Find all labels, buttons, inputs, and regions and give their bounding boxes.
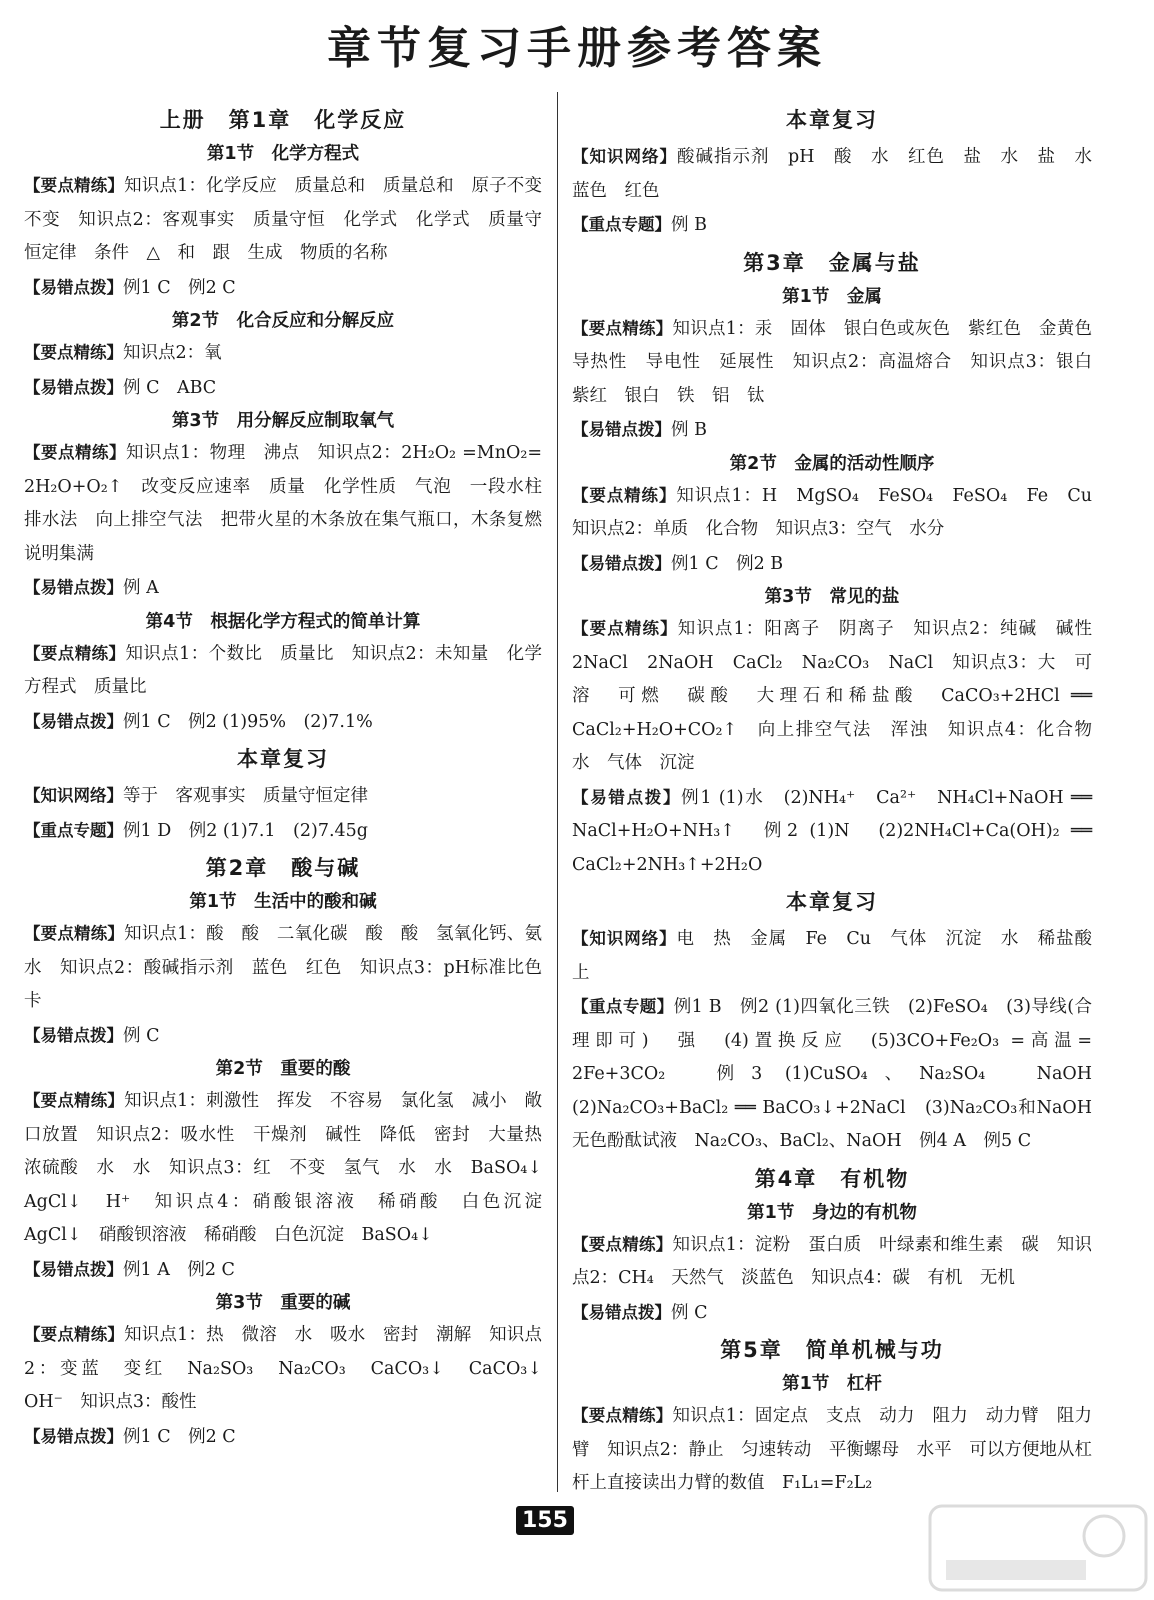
chapter-heading: 第3章 金属与盐 (743, 250, 921, 275)
answer-tag: 【要点精练】 (572, 485, 677, 505)
answer-text: 例1 C 例2 (1)95% (2)7.1% (123, 711, 373, 732)
answer-paragraph (24, 336, 542, 371)
answer-text: 例1 C 例2 C (123, 1426, 236, 1447)
answer-tag: 【易错点拨】 (572, 553, 671, 573)
page-number: 155 (516, 1506, 574, 1535)
answer-text: 例 C (123, 1025, 160, 1046)
answer-tag: 【要点精练】 (572, 1234, 673, 1254)
answer-tag: 【知识网络】 (572, 147, 678, 166)
left-column (24, 100, 560, 1454)
answer-text: 知识点1：化学反应 质量总和 质量总和 原子不变 不变 知识点2：客观事实 质量守恒 化学式 化学式 质量守恒定律 条件 △ 和 跟 生成 物质的名称 (24, 176, 560, 263)
section-heading: 第2节 重要的酸 (215, 1059, 351, 1079)
answer-paragraph (24, 271, 542, 306)
answer-tag: 【易错点拨】 (24, 711, 123, 731)
answer-paragraph (572, 612, 1110, 781)
answer-paragraph (572, 413, 1092, 448)
answer-paragraph (24, 637, 542, 705)
answer-tag: 【重点专题】 (572, 215, 671, 234)
answer-text: 例1 A 例2 C (123, 1259, 235, 1280)
answer-tag: 【易错点拨】 (24, 377, 123, 397)
answer-paragraph (572, 140, 1110, 208)
answer-paragraph (572, 1399, 1092, 1501)
answer-tag: 【要点精练】 (572, 1406, 673, 1425)
answer-text: 知识点1：酸 酸 二氧化碳 酸 酸 氢氧化钙、氨水 知识点2：酸碱指示剂 蓝色 红色 知识点3：pH标准比色卡 (24, 924, 542, 1011)
chapter-heading: 第5章 简单机械与功 (720, 1338, 944, 1362)
chapter-heading: 本章复习 (237, 747, 329, 771)
answer-text: 知识点1：热 微溶 水 吸水 密封 潮解 知识点2：变蓝 变红 Na₂SO₃ Na₂CO₃ CaCO₃↓ CaCO₃↓ OH⁻ 知识点3：酸性 (24, 1325, 560, 1412)
answer-text: 例1 D 例2 (1)7.1 (2)7.45g (123, 820, 368, 841)
answer-text: 例 A (123, 578, 159, 598)
answer-tag: 【易错点拨】 (24, 578, 123, 597)
answer-text: 知识点1：汞 固体 银白色或灰色 紫红色 金黄色 导热性 导电性 延展性 知识点2：高温熔合 知识点3：银白 紫红 银白 铁 铝 钛 (572, 318, 1110, 406)
answer-paragraph (24, 779, 542, 814)
answer-tag: 【重点专题】 (24, 820, 123, 840)
answer-paragraph (24, 705, 542, 740)
answer-tag: 【易错点拨】 (24, 1259, 123, 1279)
answer-paragraph (572, 1296, 1092, 1331)
answer-tag: 【要点精练】 (24, 176, 125, 195)
answer-paragraph (572, 990, 1110, 1159)
section-heading: 第4节 根据化学方程式的简单计算 (145, 611, 421, 632)
answer-text: 知识点1：H MgSO₄ FeSO₄ FeSO₄ Fe Cu 知识点2：单质 化合物 知识点3：空气 水分 (572, 485, 1110, 539)
section-heading: 第1节 杠杆 (782, 1374, 882, 1394)
answer-paragraph (572, 781, 1092, 883)
answer-tag: 【重点专题】 (572, 997, 674, 1016)
answer-paragraph (24, 436, 560, 571)
answer-tag: 【知识网络】 (572, 929, 677, 948)
answer-tag: 【易错点拨】 (572, 787, 682, 807)
answer-paragraph (24, 371, 542, 406)
section-heading: 第1节 身边的有机物 (747, 1202, 917, 1223)
answer-text: 知识点1：固定点 支点 动力 阻力 动力臂 阻力臂 知识点2：静止 匀速转动 平衡螺母 水平 可以方便地从杠杆上直接读出力臂的数值 F₁L₁=F₂L₂ (572, 1406, 1093, 1493)
answer-paragraph (24, 1084, 560, 1253)
answer-tag: 【要点精练】 (572, 619, 678, 638)
answer-paragraph (572, 547, 1092, 582)
answer-paragraph (24, 1253, 542, 1288)
answer-tag: 【知识网络】 (24, 786, 123, 805)
answer-paragraph (24, 571, 542, 606)
answer-tag: 【要点精练】 (572, 318, 673, 338)
answer-text: 例 C ABC (123, 377, 217, 398)
answer-text: 例 B (671, 420, 707, 440)
answer-paragraph (572, 312, 1110, 414)
answer-text: 电 热 金属 Fe Cu 气体 沉淀 水 稀盐酸 上 (572, 929, 1110, 983)
answer-paragraph (24, 169, 560, 271)
section-heading: 第3节 用分解反应制取氧气 (171, 411, 395, 431)
answer-tag: 【易错点拨】 (24, 277, 123, 297)
answer-paragraph (572, 208, 1092, 243)
answer-paragraph (572, 1228, 1092, 1296)
answer-tag: 【要点精练】 (24, 1325, 125, 1344)
answer-paragraph (24, 1318, 560, 1420)
answer-text: 知识点1：个数比 质量比 知识点2：未知量 化学方程式 质量比 (24, 643, 542, 697)
answer-text: 知识点1：淀粉 蛋白质 叶绿素和维生素 碳 知识点2：CH₄ 天然气 淡蓝色 知识点4：碳 有机 无机 (572, 1234, 1093, 1288)
answer-paragraph (24, 917, 542, 1019)
answer-paragraph (24, 1420, 542, 1455)
answer-paragraph (24, 814, 542, 849)
answer-text: 例1 (1)水 (2)NH₄⁺ Ca²⁺ NH₄Cl+NaOH ══ NaCl+H₂O+NH₃↑ 例2 (1)N (2)2NH₄Cl+Ca(OH)₂ ══ CaCl₂+2NH₃↑+2H₂O (572, 787, 1093, 875)
section-heading: 第2节 化合反应和分解反应 (171, 311, 395, 331)
answer-text: 例1 C 例2 B (671, 553, 784, 574)
answer-text: 酸碱指示剂 pH 酸 水 红色 盐 水 盐 水 蓝色 红色 (572, 147, 1110, 201)
watermark-logo (926, 1500, 1150, 1596)
chapter-heading: 第2章 酸与碱 (205, 856, 361, 880)
chapter-heading: 本章复习 (786, 890, 878, 914)
section-heading: 第1节 金属 (782, 286, 882, 307)
answer-tag: 【易错点拨】 (572, 420, 671, 439)
answer-tag: 【要点精练】 (24, 443, 127, 462)
answer-text: 知识点2：氧 (123, 343, 222, 363)
answer-tag: 【要点精练】 (24, 924, 125, 943)
answer-text: 例1 B 例2 (1)四氧化三铁 (2)FeSO₄ (3)导线(合理即可) 强 (4)置换反应 (5)3CO+Fe₂O₃ =高温= 2Fe+3CO₂ 例3 (1)CuSO₄、Na₂SO₄ NaOH (2)Na₂CO₃+BaCl₂ ══ BaCO₃↓+2NaCl (3)Na₂CO₃和NaOH 无色酚酞试液 Na₂CO₃、BaCl₂、NaOH 例4 A 例5 C (572, 997, 1110, 1151)
chapter-heading: 本章复习 (786, 108, 878, 132)
answer-text: 等于 客观事实 质量守恒定律 (123, 786, 368, 806)
answer-tag: 【易错点拨】 (572, 1302, 671, 1322)
chapter-heading: 第4章 有机物 (754, 1166, 910, 1191)
answer-text: 例1 C 例2 C (123, 277, 236, 298)
section-heading: 第3节 重要的碱 (215, 1293, 351, 1313)
right-column (572, 100, 1110, 1501)
section-heading: 第2节 金属的活动性顺序 (729, 453, 935, 474)
answer-tag: 【要点精练】 (24, 1091, 125, 1110)
answer-text: 例 C (671, 1302, 708, 1323)
section-heading: 第1节 化学方程式 (206, 144, 360, 164)
section-heading: 第3节 常见的盐 (764, 587, 900, 607)
chapter-heading: 上册 第1章 化学反应 (159, 108, 407, 132)
answer-text: 知识点1：阳离子 阴离子 知识点2：纯碱 碱性 2NaCl 2NaOH CaCl₂ Na₂CO₃ NaCl 知识点3：大 可溶 可燃 碳酸 大理石和稀盐酸 CaCO₃+2HCl ══ CaCl₂+H₂O+CO₂↑ 向上排空气法 浑浊 知识点4：化合物 水 气体 沉淀 (572, 619, 1110, 773)
answer-tag: 【易错点拨】 (24, 1025, 123, 1045)
answer-tag: 【要点精练】 (24, 643, 126, 663)
answer-paragraph (572, 479, 1110, 547)
answer-text: 知识点1：刺激性 挥发 不容易 氯化氢 减小 敞口放置 知识点2：吸水性 干燥剂 碱性 降低 密封 大量热 浓硫酸 水 水 知识点3：红 不变 氢气 水 水 BaSO₄↓ AgCl↓ H⁺ 知识点4：硝酸银溶液 稀硝酸 白色沉淀 AgCl↓ 硝酸钡溶液 稀硝酸 白色沉淀 BaSO₄↓ (24, 1091, 560, 1245)
answer-text: 例 B (671, 215, 707, 235)
answer-tag: 【要点精练】 (24, 343, 123, 362)
answer-paragraph (24, 1019, 542, 1054)
answer-paragraph (572, 922, 1110, 990)
page-title: 章节复习手册参考答案 (327, 23, 827, 74)
column-divider (557, 92, 558, 1492)
answer-tag: 【易错点拨】 (24, 1426, 123, 1446)
answer-text: 知识点1：物理 沸点 知识点2：2H₂O₂ =MnO₂= 2H₂O+O₂↑ 改变反应速率 质量 化学性质 气泡 一段水柱 排水法 向上排空气法 把带火星的木条放在集气瓶口，木条复燃说明集满 (24, 443, 560, 564)
section-heading: 第1节 生活中的酸和碱 (189, 892, 377, 912)
